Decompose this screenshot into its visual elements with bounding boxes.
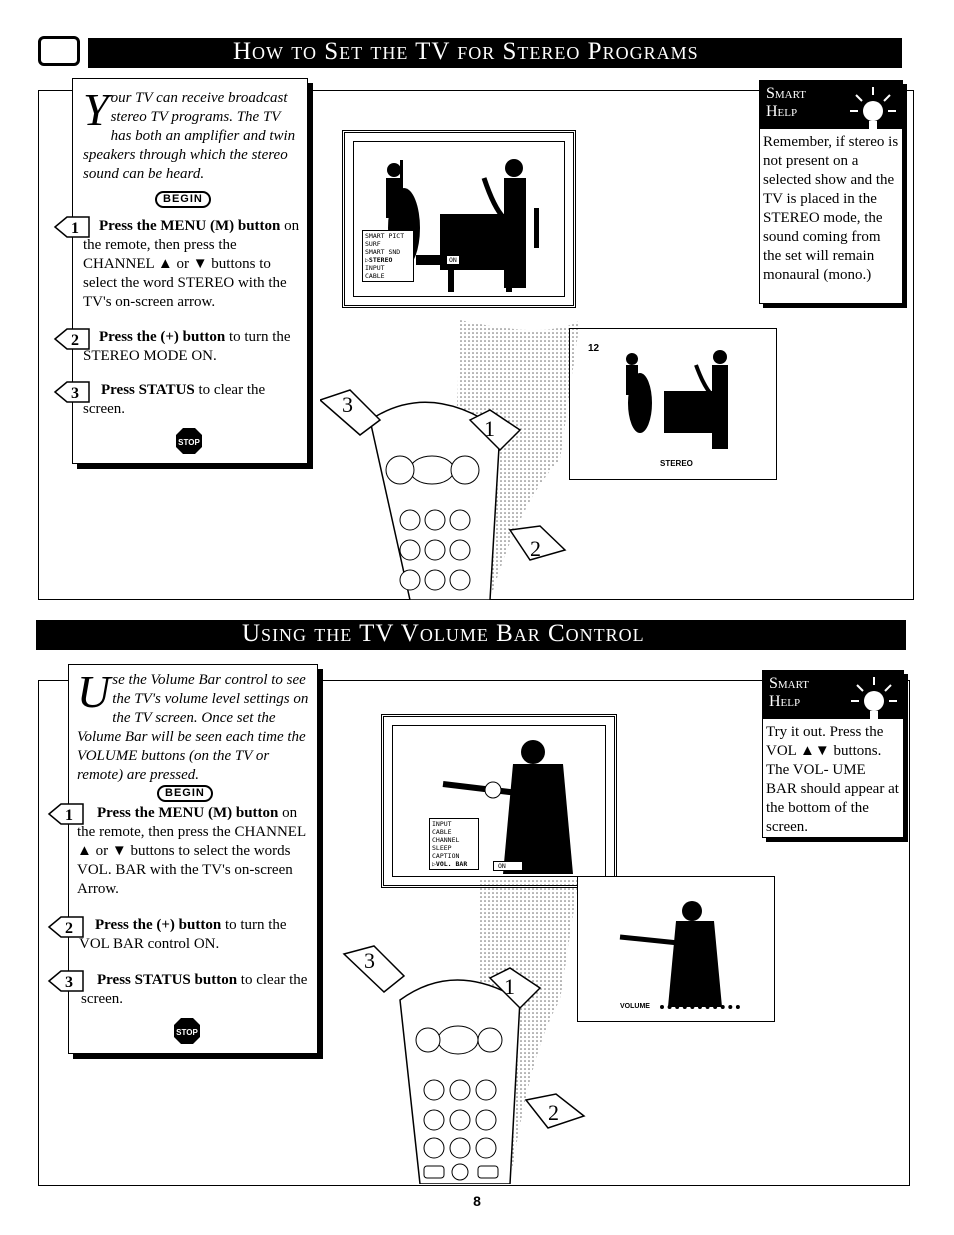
tv-result-screen-volbar [577, 876, 775, 1022]
osd-item-selected: ▷VOL. BAR [432, 860, 468, 868]
osd-item: SLEEP [432, 844, 452, 852]
svg-text:3: 3 [65, 974, 73, 991]
step2-bold: Press the (+) button [99, 329, 226, 345]
step1-text [77, 804, 317, 899]
volume-bar [660, 1005, 740, 1009]
step2-text [79, 916, 315, 954]
smart-help-1 [759, 80, 903, 304]
svg-text:2: 2 [530, 536, 541, 561]
page-number: 8 [473, 1193, 481, 1209]
musicians-image-2 [610, 343, 750, 453]
osd-item: SMART PICT [365, 232, 405, 240]
begin-badge: BEGIN [155, 191, 211, 208]
osd-item: CHANNEL [432, 836, 460, 844]
remote-control-1 [320, 300, 580, 600]
screen-label: VOLUME [620, 1003, 650, 1010]
step3-text [81, 971, 315, 1009]
step3-rest: to clear the screen. [83, 382, 266, 417]
lightbulb-icon [848, 85, 898, 131]
osd-value-bar [493, 861, 523, 871]
stop-sign-icon [175, 427, 203, 455]
osd-item: INPUT [432, 820, 452, 828]
step2-bold: Press the (+) button [95, 917, 222, 933]
section2-title: Using the TV Volume Bar Control [36, 620, 906, 650]
step2-text [83, 328, 305, 366]
remote-control-2 [340, 880, 600, 1184]
tv-result-screen-stereo [569, 328, 777, 480]
tv-osd-menu [429, 818, 479, 870]
tv-osd-menu [362, 230, 414, 282]
svg-text:1: 1 [65, 807, 73, 824]
intro-text: se the Volume Bar control to see the TV's volume level settings on the TV screen. Once set the Volume Bar will be seen each time the VOLUME buttons (on the TV or remote) are pressed. [77, 672, 309, 783]
intro-text: our TV can receive broadcast stereo TV programs. The TV has both an amplifier and twin speakers through which the stereo sound can be heard. [83, 90, 296, 182]
step3-bold: Press STATUS button [97, 972, 238, 988]
step2-rest: to turn the VOL BAR control ON. [79, 917, 287, 952]
baseball-player-image-2 [618, 897, 728, 1007]
osd-item-selected: ▷STEREO [365, 256, 393, 264]
help-title-2: Help [766, 103, 798, 120]
svg-text:3: 3 [342, 392, 353, 417]
osd-item: INPUT [365, 264, 385, 272]
osd-item: SURF [365, 240, 381, 248]
tv-menu-screen-volbar [381, 714, 617, 888]
svg-text:3: 3 [71, 385, 79, 402]
svg-text:STOP: STOP [178, 438, 200, 447]
help-text: Remember, if stereo is not present on a selected show and the TV is placed in the STEREO mode, the sound coming from the set will remain monaural (mono.) [763, 134, 899, 283]
osd-item: CABLE [432, 828, 452, 836]
page-corner-icon [38, 36, 80, 66]
osd-value: ON [449, 256, 457, 264]
section2-instructions [65, 664, 318, 1054]
svg-text:STOP: STOP [176, 1028, 198, 1037]
step3-icon [47, 969, 85, 993]
section1-title: How to Set the TV for Stereo Programs [88, 38, 902, 68]
svg-text:1: 1 [71, 220, 79, 237]
step3-bold: Press STATUS [101, 382, 195, 398]
lightbulb-icon [849, 675, 899, 721]
step1-bold: Press the MENU (M) button [97, 805, 279, 821]
osd-item: CABLE [365, 272, 385, 280]
tv-screen-inner [353, 141, 565, 297]
intro-dropcap: Y [83, 84, 109, 135]
step3-rest: to clear the screen. [81, 972, 308, 1007]
svg-text:2: 2 [65, 920, 73, 937]
help-title-1: Smart [769, 675, 810, 692]
osd-value-bar [416, 255, 476, 265]
help-header [763, 671, 903, 719]
step1-text [83, 217, 305, 312]
step2-rest: to turn the STEREO MODE ON. [83, 329, 291, 364]
osd-item: CAPTION [432, 852, 460, 860]
smart-help-2 [762, 670, 904, 838]
svg-text:3: 3 [364, 948, 375, 973]
section1-intro [83, 84, 303, 184]
screen-label: STEREO [660, 459, 693, 468]
svg-text:2: 2 [548, 1100, 559, 1125]
intro-dropcap: U [77, 666, 111, 717]
svg-text:2: 2 [71, 332, 79, 349]
step1-rest: on the remote, then press the CHANNEL ▲ or ▼ buttons to select the word STEREO with the TV's on-screen arrow. [83, 218, 300, 310]
help-text: Try it out. Press the VOL ▲▼ buttons. The VOL- UME BAR should appear at the bottom of the screen. [766, 724, 899, 835]
step1-rest: on the remote, then press the CHANNEL ▲ or ▼ buttons to select the words VOL. BAR with the TV's on-screen Arrow. [77, 805, 306, 897]
svg-text:1: 1 [504, 974, 515, 999]
section2-intro [77, 666, 315, 785]
help-title-1: Smart [766, 85, 807, 102]
begin-badge: BEGIN [157, 785, 213, 802]
tv-menu-screen-stereo [342, 130, 576, 308]
svg-text:1: 1 [484, 416, 495, 441]
section1-instructions [72, 78, 308, 464]
help-header [760, 81, 902, 129]
stop-sign-icon [173, 1017, 201, 1045]
step1-bold: Press the MENU (M) button [99, 218, 281, 234]
osd-value: ON [498, 862, 506, 870]
channel-number: 12 [588, 343, 600, 354]
osd-item: SMART SND [365, 248, 401, 256]
help-title-2: Help [769, 693, 801, 710]
tv-screen-inner [392, 725, 606, 877]
step3-text [83, 381, 305, 419]
